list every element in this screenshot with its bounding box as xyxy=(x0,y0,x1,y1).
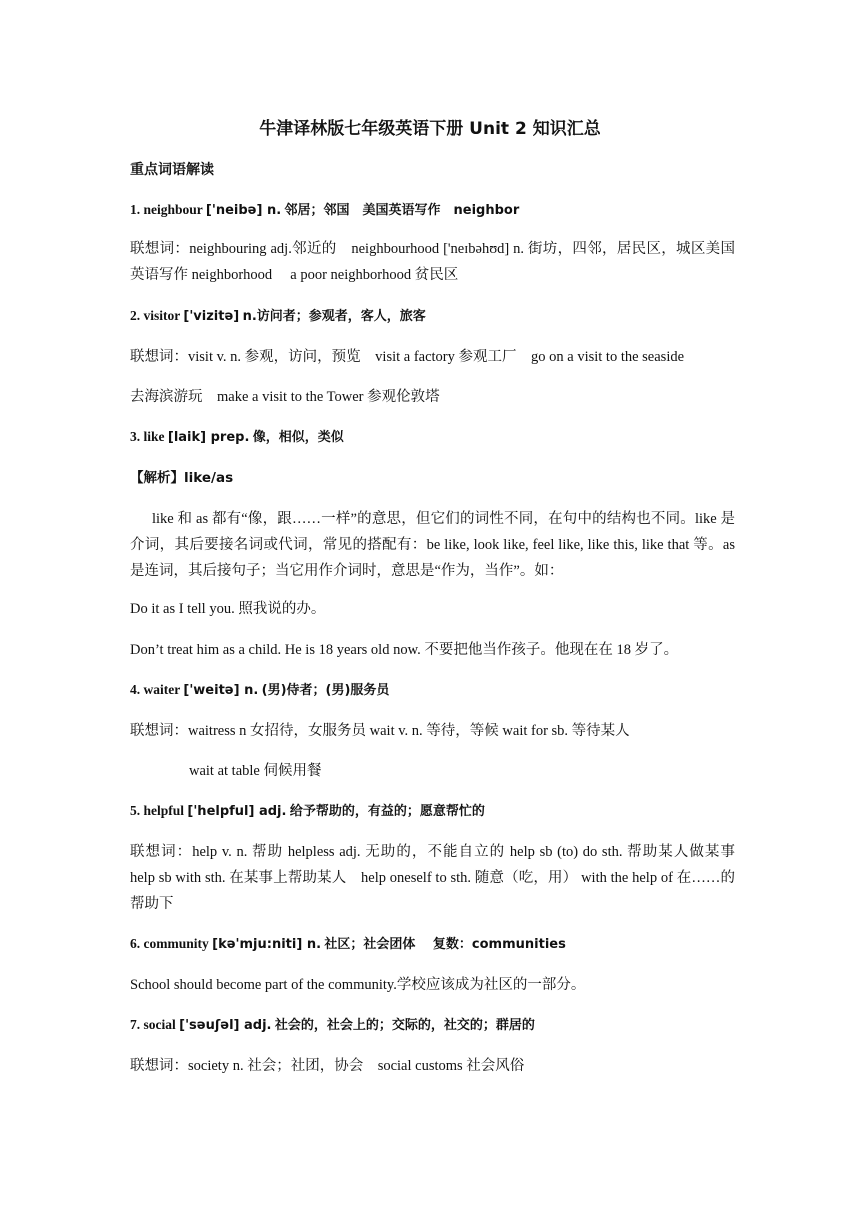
analysis-label: 【解析】like/as xyxy=(130,470,234,486)
analysis-text: like 和 as 都有“像，跟……一样”的意思，但它们的词性不同，在句中的结构也不同。like 是介词，其后要接名词或代词，常见的搭配有：be like, look like, feel like, like this, like that 等。as 是连词，其后接句子；当它用作介词时，意思是“作为，当作”。如： xyxy=(130,511,735,579)
example-sentence-2: Don’t treat him as a child. He is 18 years old now. 不要把他当作孩子。他现在在 18 岁了。 xyxy=(130,642,679,658)
entry-1-associations: 联想词：neighbouring adj.邻近的 neighbourhood ['neɪbəhʊd] n. 街坊，四邻，居民区，城区美国英语写作 neighborhood a poor neighborhood 贫民区 xyxy=(130,241,735,283)
document-title: 牛津译林版七年级英语下册 Unit 2 知识汇总 xyxy=(259,119,601,139)
entry-1-heading xyxy=(130,200,519,221)
entry-6-example: School should become part of the community.学校应该成为社区的一部分。 xyxy=(130,977,586,993)
entry-4-line-1: 联想词：waitress n 女招待，女服务员 wait v. n. 等待，等候 wait for sb. 等待某人 xyxy=(130,723,630,739)
entry-3-heading xyxy=(130,427,344,448)
entry-2-line-2: 去海滨游玩 make a visit to the Tower 参观伦敦塔 xyxy=(130,389,440,405)
entry-7-heading xyxy=(130,1015,535,1036)
entry-phonetic: ['neibə] n. xyxy=(205,203,282,218)
entry-2-line-1: 联想词：visit v. n. 参观，访问，预览 visit a factory 参观工厂 go on a visit to the seaside xyxy=(130,349,685,365)
entry-meaning: n.访问者；参观者，客人，旅客 xyxy=(242,309,426,324)
entry-phonetic: [laik] prep. xyxy=(167,430,250,445)
entry-4-heading xyxy=(130,680,389,701)
entry-meaning: 给予帮助的，有益的；愿意帮忙的 xyxy=(289,804,485,819)
entry-meaning: 社会的，社会上的；交际的，社交的；群居的 xyxy=(274,1018,535,1033)
entry-phonetic: ['səuʃəl] adj. xyxy=(179,1018,272,1033)
entry-4-line-2: wait at table 伺候用餐 xyxy=(189,763,322,779)
entry-word: 6. community xyxy=(130,936,209,951)
entry-7-associations: 联想词：society n. 社会；社团，协会 social customs 社会风俗 xyxy=(130,1058,525,1074)
entry-phonetic: ['helpful] adj. xyxy=(187,804,287,819)
section-heading: 重点词语解读 xyxy=(130,162,214,178)
entry-6-heading xyxy=(130,934,566,955)
entry-word: 4. waiter xyxy=(130,682,180,697)
entry-meaning: 像，相似，类似 xyxy=(252,430,344,445)
entry-meaning: (男)侍者；(男)服务员 xyxy=(261,683,390,698)
entry-5-associations: 联想词：help v. n. 帮助 helpless adj. 无助的，不能自立的 help sb (to) do sth. 帮助某人做某事 help sb with sth. 在某事上帮助某人 help oneself to sth. 随意（吃，用） with the help of 在……的帮助下 xyxy=(130,844,750,912)
entry-word: 3. like xyxy=(130,429,165,444)
entry-meaning: 邻居；邻国 美国英语写作 neighbor xyxy=(284,203,520,218)
entry-word: 1. neighbour xyxy=(130,202,203,217)
entry-word: 5. helpful xyxy=(130,803,185,818)
entry-phonetic: [kə'mju:niti] n. xyxy=(212,937,322,952)
entry-word: 2. visitor xyxy=(130,308,180,323)
entry-5-heading xyxy=(130,801,485,822)
analysis-heading xyxy=(130,468,233,488)
entry-phonetic: ['weitə] n. xyxy=(183,683,259,698)
entry-meaning: 社区；社会团体 复数：communities xyxy=(324,937,566,952)
entry-phonetic: ['vizitə] xyxy=(183,309,240,324)
entry-word: 7. social xyxy=(130,1017,176,1032)
example-sentence-1: Do it as I tell you. 照我说的办。 xyxy=(130,601,326,617)
analysis-paragraph xyxy=(130,506,735,584)
entry-2-heading xyxy=(130,306,426,327)
